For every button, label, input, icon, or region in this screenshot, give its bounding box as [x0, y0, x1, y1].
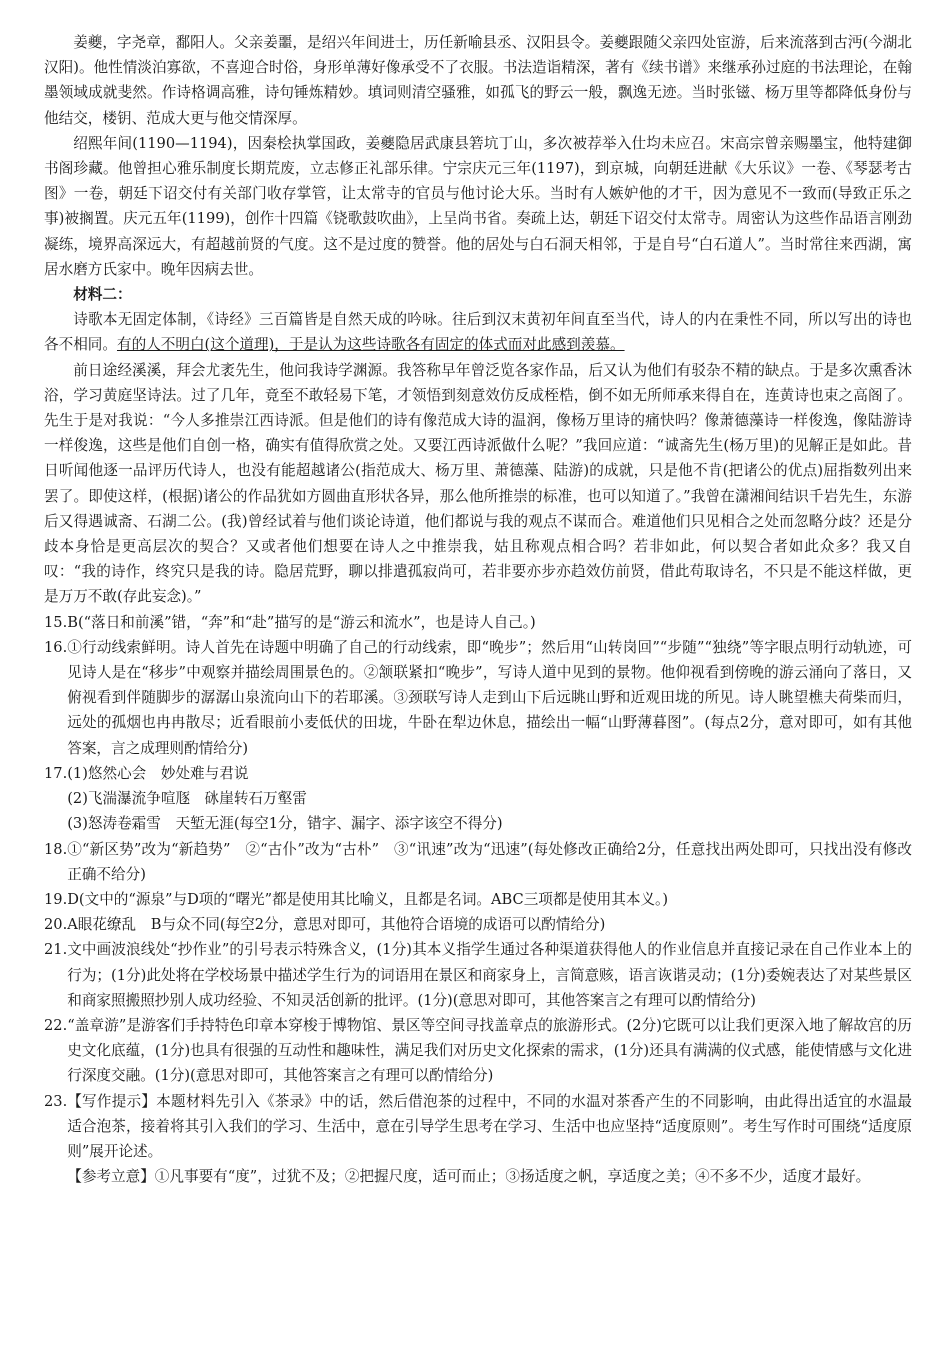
- underlined-sentence: 有的人不明白(这个道理)，于是认为这些诗歌各有固定的体式而对此感到羡慕。: [116, 336, 625, 354]
- material-one-paragraph-2: 绍熙年间(1190—1194)，因秦桧执掌国政，姜夔隐居武康县箬坑丁山，多次被荐举入仕均未应召。宋高宗曾亲赐墨宝，他特建御书阁珍藏。他曾担心雅乐制度长期荒废，立志修正礼部乐律。宁宗庆元三年(1197)，到京城，向朝廷进献《大乐议》一卷、《琴瑟考古图》一卷，朝廷下诏交付有关部门收存掌管，让太常寺的官员与他讨论大乐。当时有人嫉妒他的才干，因为意见不一致而(导致正乐之事)被搁置。庆元五年(1199)，创作十四篇《铙歌鼓吹曲》，上呈尚书省。奏疏上达，朝廷下诏交付太常寺。周密认为这些作品语言刚劲凝练，境界高深远大，有超越前贤的气度。这不是过度的赞誉。他的居处与白石洞天相邻，于是自号“白石道人”。当时常往来西湖，寓居水磨方氏家中。晚年因病去世。: [44, 134, 912, 278]
- answer-17-line-3: (3)怒涛卷霜雪 天堑无涯(每空1分，错字、漏字、添字该空不得分): [67, 815, 503, 833]
- answer-number: 15.: [44, 613, 68, 631]
- answer-number: 19.: [44, 890, 68, 908]
- answer-21: [44, 937, 912, 1013]
- answer-17: [44, 761, 912, 837]
- material-two-paragraph-1: [44, 307, 912, 357]
- answer-number: 23.: [44, 1092, 68, 1110]
- answer-number: 16.: [44, 638, 68, 656]
- reference-theme: 【参考立意】①凡事要有“度”，过犹不及；②把握尺度，适可而止；③扬适度之帆，享适度之美；④不多不少，适度才最好。: [67, 1168, 871, 1186]
- material-one-paragraph-1: 姜夔，字尧章，鄱阳人。父亲姜噩，是绍兴年间进士，历任新喻县丞、汉阳县令。姜夔跟随父亲四处宦游，后来流落到古沔(今湖北汉阳)。他性情淡泊寡欲，不喜迎合时俗，身形单薄好像承受不了衣服。书法造诣精深，著有《续书谱》来继承孙过庭的书法理论，在翰墨领域成就斐然。作诗格调高雅，诗句锤炼精妙。填词则清空骚雅，如孤飞的野云一般，飘逸无迹。当时张镃、杨万里等都降低身份与他结交，楼钥、范成大更与他交情深厚。: [44, 34, 912, 127]
- answer-text: 文中画波浪线处“抄作业”的引号表示特殊含义，(1分)其本义指学生通过各种渠道获得他人的作业信息并直接记录在自己作业本上的行为；(1分)此处将在学校场景中描述学生行为的词语用在景区和商家身上，言简意赅，语言诙谐灵动；(1分)委婉表达了对某些景区和商家照搬照抄别人成功经验、不知灵活创新的批评。(1分)(意思对即可，其他答案言之有理可以酌情给分): [67, 941, 912, 1009]
- writing-tip: 【写作提示】本题材料先引入《茶录》中的话，然后借泡茶的过程中，不同的水温对茶香产生的不同影响，由此得出适宜的水温最适合泡茶，接着将其引入我们的学习、生活中，意在引导学生思考在学习、生活中也应坚持“适度原则”。考生写作时可围绕“适度原则”展开论述。: [67, 1092, 912, 1160]
- answer-text: ①行动线索鲜明。诗人首先在诗题中明确了自己的行动线索，即“晚步”；然后用“山转岗回”“步随”“独绕”等字眼点明行动轨迹，可见诗人是在“移步”中观察并描绘周围景色的。②颔联紧扣“晚步”，写诗人道中见到的景物。他仰视看到傍晚的游云涌向了落日，又俯视看到伴随脚步的潺潺山泉流向山下的若耶溪。③颈联写诗人走到山下后远眺山野和近观田垅的所见。诗人眺望樵夫荷柴而归，远处的孤烟也冉冉散尽；近看眼前小麦低伏的田垅，牛卧在犁边休息，描绘出一幅“山野薄暮图”。(每点2分，意对即可，如有其他答案，言之成理则酌情给分): [67, 638, 912, 757]
- answer-number: 17.: [44, 764, 68, 782]
- answer-text: “盖章游”是游客们手持特色印章本穿梭于博物馆、景区等空间寻找盖章点的旅游形式。(2分)它既可以让我们更深入地了解故宫的历史文化底蕴，(1分)也具有很强的互动性和趣味性，满足我们对历史文化探索的需求，(1分)还具有满满的仪式感，能使情感与文化进行深度交融。(1分)(意思对即可，其他答案言之有理可以酌情给分): [67, 1016, 912, 1085]
- answer-number: 20.: [44, 916, 68, 934]
- answer-15: [44, 610, 912, 635]
- answer-22: [44, 1013, 912, 1089]
- answer-number: 18.: [44, 840, 68, 858]
- answer-23: [44, 1089, 912, 1190]
- material-two-heading: 材料二：: [73, 286, 132, 304]
- answer-17-lines: [67, 761, 912, 837]
- answer-20: [44, 912, 912, 937]
- answer-17-line-1: (1)悠然心会 妙处难与君说: [67, 764, 249, 782]
- answer-23-body: [67, 1089, 912, 1190]
- material-two-paragraph-2: 前日途经溪溪，拜会尤袤先生，他问我诗学渊源。我答称早年曾泛览各家作品，后又认为他们有驳杂不精的缺点。于是多次熏香沐浴，学习黄庭坚诗法。过了几年，竟至不敢轻易下笔，才领悟到刻意效仿反成桎梏，倒不如无所师承来得自在，连黄诗也束之高阁了。先生于是对我说：“今人多推崇江西诗派。但是他们的诗有像范成大诗的温润，像杨万里诗的痛快吗？像萧德藻诗一样俊逸，像陆游诗一样俊逸，这些是他们自创一格，确实有值得欣赏之处。又要江西诗派做什么呢？”我回应道：“诚斋先生(杨万里)的见解正是如此。昔日听闻他逐一品评历代诗人，也没有能超越诸公(指范成大、杨万里、萧德藻、陆游)的成就，只是他不肯(把诸公的优点)屈指数列出来罢了。即使这样，(根据)诸公的作品犹如方圆曲直形状各异，那么他所推崇的标准，也可以知道了。”我曾在潇湘间结识千岩先生，东游后又得遇诚斋、石湖二公。(我)曾经试着与他们谈论诗道，他们都说与我的观点不谋而合。难道他们只见相合之处而忽略分歧？还是分歧本身恰是更高层次的契合？又或者他们想要在诗人之中推崇我，姑且称观点相合吗？若非如此，何以契合者如此众多？我又自叹：“我的诗作，终究只是我的诗。隐居荒野，聊以排遣孤寂尚可，若非要亦步亦趋效仿前贤，借此苟取诗名，不只是不能这样做，更是万万不敢(存此妄念)。”: [44, 361, 912, 606]
- answer-text: D(文中的“源泉”与D项的“曙光”都是使用其比喻义，且都是名词。ABC三项都是使用其本义。): [67, 890, 669, 908]
- answer-17-line-2: (2)飞湍瀑流争喧豗 砯崖转石万壑雷: [67, 790, 307, 808]
- answer-text: B(“落日和前溪”错，“奔”和“赴”描写的是“游云和流水”，也是诗人自己。): [67, 613, 536, 631]
- answer-number: 21.: [44, 941, 68, 959]
- answer-19: [44, 887, 912, 912]
- answer-16: [44, 635, 912, 761]
- answer-number: 22.: [44, 1016, 68, 1034]
- answer-text: A眼花缭乱 B与众不同(每空2分，意思对即可，其他符合语境的成语可以酌情给分): [67, 916, 606, 934]
- answer-text: ①“新区势”改为“新趋势” ②“古仆”改为“古朴” ③“讯速”改为“迅速”(每处修改正确给2分，任意找出两处即可，只找出没有修改正确不给分): [67, 840, 912, 883]
- material-two-paragraph-1-text: 诗歌本无固定体制，《诗经》三百篇皆是自然天成的吟咏。往后到汉末黄初年间直至当代，诗人的内在秉性不同，所以写出的诗也各不相同。: [44, 311, 912, 354]
- answer-18: [44, 837, 912, 887]
